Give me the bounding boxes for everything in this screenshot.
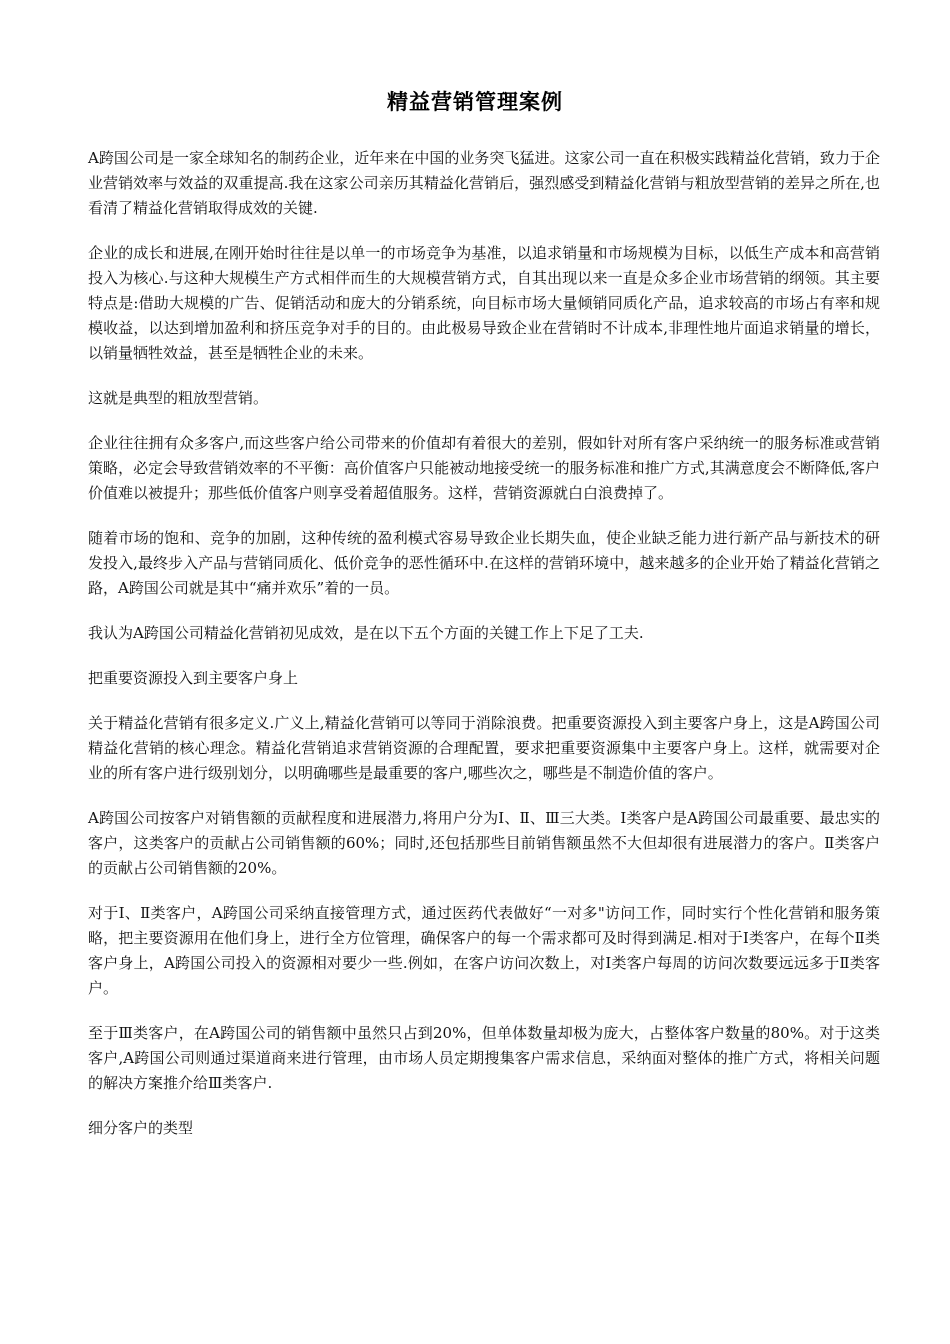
paragraph-five-aspects: 我认为A跨国公司精益化营销初见成效，是在以下五个方面的关键工作上下足了工夫. [88, 624, 644, 642]
paragraph-customers: 企业往往拥有众多客户,而这些客户给公司带来的价值却有着很大的差别，假如针对所有客户采纳统一的服务标准或营销策略，必定会导致营销效率的不平衡：高价值客户只能被动地接受统一的服务标准和推广方式,其满意度会不断降低,客户价值难以被提升；那些低价值客户则享受着超值服务。这样，营销资源就白白浪费掉了。 [88, 434, 880, 502]
section-heading-key-resources: 把重要资源投入到主要客户身上 [88, 669, 299, 687]
paragraph-market-saturation: 随着市场的饱和、竞争的加剧，这种传统的盈利模式容易导致企业长期失血，使企业缺乏能力进行新产品与新技术的研发投入,最终步入产品与营销同质化、低价竞争的恶性循环中.在这样的营销环境中，越来越多的企业开始了精益化营销之路，A跨国公司就是其中“痛并欢乐”着的一员。 [88, 529, 880, 597]
paragraph-class-3-management: 至于Ⅲ类客户，在A跨国公司的销售额中虽然只占到20%，但单体数量却极为庞大，占整体客户数量的80%。对于这类客户,A跨国公司则通过渠道商来进行管理，由市场人员定期搜集客户需求信息，采纳面对整体的推广方式，将相关问题的解决方案推介给Ⅲ类客户. [88, 1024, 880, 1092]
paragraph-extensive-marketing: 这就是典型的粗放型营销。 [88, 389, 269, 407]
paragraph-class-1-2-management: 对于Ⅰ、Ⅱ类客户，A跨国公司采纳直接管理方式，通过医药代表做好“一对多"访问工作，同时实行个性化营销和服务策略，把主要资源用在他们身上，进行全方位管理，确保客户的每一个需求都可及时得到满足.相对于Ⅰ类客户，在每个Ⅱ类客户身上，A跨国公司投入的资源相对要少一些.例如，在客户访问次数上，对Ⅰ类客户每周的访问次数要远远多于Ⅱ类客户。 [88, 904, 880, 997]
paragraph-intro: A跨国公司是一家全球知名的制药企业，近年来在中国的业务突飞猛进。这家公司一直在积极实践精益化营销，致力于企业营销效率与效益的双重提高.我在这家公司亲历其精益化营销后，强烈感受到精益化营销与粗放型营销的差异之所在,也看清了精益化营销取得成效的关键. [88, 149, 880, 217]
document-title: 精益营销管理案例 [387, 90, 563, 114]
section-heading-segment-customers: 细分客户的类型 [88, 1119, 194, 1137]
document-body [88, 146, 880, 1161]
paragraph-customer-classes: A跨国公司按客户对销售额的贡献程度和进展潜力,将用户分为Ⅰ、Ⅱ、Ⅲ三大类。Ⅰ类客户是A跨国公司最重要、最忠实的客户，这类客户的贡献占公司销售额的60%；同时,还包括那些目前销售额虽然不大但却很有进展潜力的客户。Ⅱ类客户的贡献占公司销售额的20%。 [88, 809, 880, 877]
paragraph-growth: 企业的成长和进展,在刚开始时往往是以单一的市场竞争为基准，以追求销量和市场规模为目标，以低生产成本和高营销投入为核心.与这种大规模生产方式相伴而生的大规模营销方式，自其出现以来一直是众多企业市场营销的纲领。其主要特点是:借助大规模的广告、促销活动和庞大的分销系统，向目标市场大量倾销同质化产品，追求较高的市场占有率和规模收益，以达到增加盈利和挤压竞争对手的目的。由此极易导致企业在营销时不计成本,非理性地片面追求销量的增长，以销量牺牲效益，甚至是牺牲企业的未来。 [88, 244, 880, 362]
paragraph-lean-definition: 关于精益化营销有很多定义.广义上,精益化营销可以等同于消除浪费。把重要资源投入到主要客户身上，这是A跨国公司精益化营销的核心理念。精益化营销追求营销资源的合理配置，要求把重要资源集中主要客户身上。这样，就需要对企业的所有客户进行级别划分，以明确哪些是最重要的客户,哪些次之，哪些是不制造价值的客户。 [88, 714, 880, 782]
